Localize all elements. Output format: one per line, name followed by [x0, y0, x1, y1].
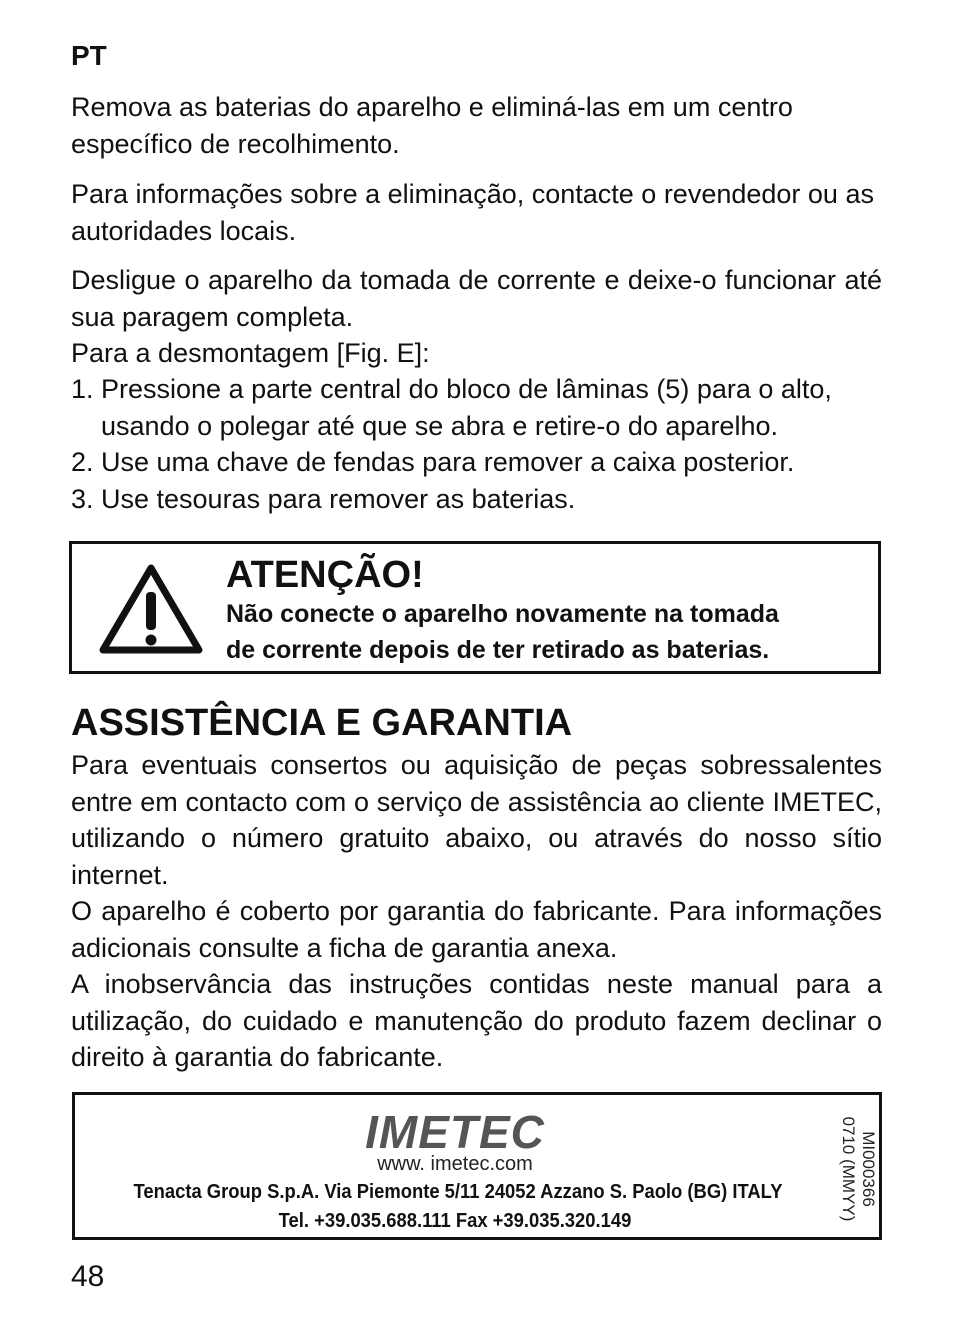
- imetec-logo: IMETEC: [365, 1106, 545, 1158]
- step-item: 2. Use uma chave de fendas para remover a caixa posterior.: [71, 447, 795, 477]
- step-item: 1. Pressione a parte central do bloco de lâminas (5) para o alto, usando o polegar até que se abra e retire-o do aparelho.: [71, 374, 832, 441]
- warning-title: ATENÇÃO!: [226, 554, 424, 596]
- company-footer-box: [72, 1092, 882, 1240]
- assistance-paragraph-2: O aparelho é coberto por garantia do fabricante. Para informações adicionais consulte a ficha de garantia anexa.: [71, 896, 882, 963]
- document-code-id: MI000366: [859, 1131, 878, 1207]
- warning-triangle-icon: [97, 562, 205, 658]
- step-item: 3. Use tesouras para remover as baterias.: [71, 483, 576, 514]
- company-address: Tenacta Group S.p.A. Via Piemonte 5/11 24052 Azzano S. Paolo (BG) ITALY: [133, 1181, 783, 1203]
- unplug-text: Desligue o aparelho da tomada de corrente e deixe-o funcionar até sua paragem completa.: [71, 265, 882, 332]
- company-contacts: Tel. +39.035.688.111 Fax +39.035.320.149: [278, 1210, 632, 1232]
- warning-line-1: Não conecte o aparelho novamente na tomada: [226, 600, 779, 628]
- assistance-heading: ASSISTÊNCIA E GARANTIA: [71, 702, 573, 744]
- battery-removal-text: Remova as baterias do aparelho e eliminá-las em um centro específico de recolhimento.: [71, 92, 793, 159]
- website-url: www. imetec.com: [377, 1153, 533, 1175]
- language-code: PT: [71, 40, 107, 71]
- page-number: 48: [71, 1260, 105, 1293]
- assistance-paragraph-3: A inobservância das instruções contidas neste manual para a utilização, do cuidado e manutenção do produto fazem declinar o direito à garantia do fabricante.: [71, 969, 882, 1072]
- disassembly-intro: Para a desmontagem [Fig. E]:: [71, 338, 430, 368]
- document-code: [835, 1103, 881, 1235]
- assistance-paragraph-1: Para eventuais consertos ou aquisição de peças sobressalentes entre em contacto com o serviço de assistência ao cliente IMETEC, utilizando o número gratuito abaixo, ou através do nosso sítio internet.: [71, 750, 882, 890]
- warning-box: [69, 541, 881, 674]
- warning-text: [226, 596, 876, 668]
- disposal-info-text: Para informações sobre a eliminação, contacte o revendedor ou as autoridades locais.: [71, 179, 874, 246]
- warning-line-2: de corrente depois de ter retirado as baterias.: [226, 636, 770, 664]
- disassembly-steps: [71, 371, 882, 517]
- document-code-date: 0710 (MMYY): [839, 1116, 858, 1222]
